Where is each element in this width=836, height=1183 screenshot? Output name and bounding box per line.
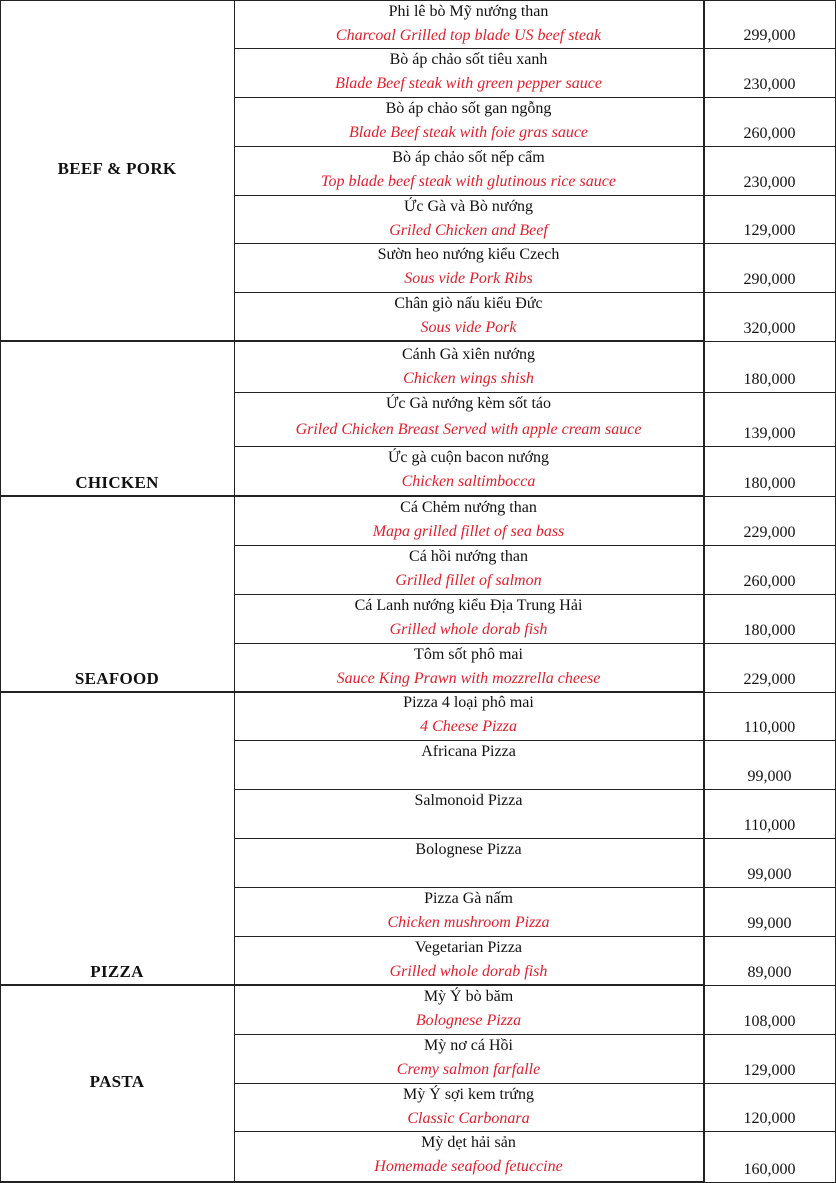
row-divider: [234, 243, 703, 244]
item-price: 99,000: [747, 866, 792, 883]
row-divider: [234, 1034, 703, 1035]
item-name-vn: Tôm sốt phô mai: [414, 646, 523, 663]
category-label: PASTA: [89, 1071, 145, 1091]
price-divider: [703, 692, 836, 693]
row-divider: [234, 545, 703, 546]
item-price: 180,000: [743, 622, 796, 639]
item-name-vn: Bò áp chảo sốt gan ngỗng: [385, 100, 552, 117]
price-divider: [703, 392, 836, 393]
item-price: 320,000: [743, 320, 796, 337]
item-price: 229,000: [743, 671, 796, 688]
category-label: PIZZA: [90, 962, 144, 981]
row-divider: [234, 195, 703, 196]
item-name-vn: Mỳ Ý sợi kem trứng: [403, 1086, 534, 1103]
item-name-en: Homemade seafood fetuccine: [374, 1158, 563, 1175]
top-border-price: [703, 0, 836, 1]
item-price: 120,000: [743, 1110, 796, 1127]
item-name-vn: Cánh Gà xiên nướng: [401, 346, 536, 363]
item-name-vn: Phi lê bò Mỹ nướng than: [388, 3, 549, 20]
item-price: 110,000: [743, 817, 796, 834]
item-name-vn: Bò áp chảo sốt nếp cẩm: [392, 149, 545, 166]
item-name-vn: Cá hồi nướng than: [409, 548, 528, 565]
price-divider: [703, 97, 836, 98]
row-divider: [234, 838, 703, 839]
item-name-en: Blade Beef steak with foie gras sauce: [348, 124, 589, 141]
item-name-vn: Pizza 4 loại phô mai: [403, 694, 534, 711]
price-divider: [703, 545, 836, 546]
top-border: [0, 0, 703, 1]
category-label: CHICKEN: [75, 473, 159, 492]
item-price: 110,000: [743, 719, 796, 736]
item-price: 129,000: [743, 1062, 796, 1079]
item-name-vn: Africana Pizza: [421, 743, 516, 760]
item-name-en: Charcoal Grilled top blade US beef steak: [335, 27, 602, 44]
row-divider: [234, 292, 703, 293]
row-divider: [234, 392, 703, 393]
price-divider: [703, 887, 836, 888]
item-name-vn: Pizza Gà nấm: [424, 890, 513, 907]
category-divider: [0, 495, 703, 497]
price-divider: [703, 936, 836, 937]
price-divider: [703, 594, 836, 595]
item-price: 260,000: [743, 125, 796, 142]
item-price: 129,000: [743, 222, 796, 239]
item-name-en: Blade Beef steak with green pepper sauce: [335, 75, 602, 92]
item-name-vn: Cá Lanh nướng kiểu Địa Trung Hải: [354, 597, 583, 614]
item-name-vn: Bolognese Pizza: [415, 841, 522, 858]
row-divider: [234, 740, 703, 741]
item-price: 230,000: [743, 76, 796, 93]
item-name-en: Chicken mushroom Pizza: [387, 914, 550, 931]
price-divider: [703, 985, 836, 986]
item-name-vn: Vegetarian Pizza: [414, 939, 523, 956]
item-price: 139,000: [743, 425, 796, 442]
price-divider: [703, 740, 836, 741]
item-price: 180,000: [743, 371, 796, 388]
item-name-en: Mapa grilled fillet of sea bass: [372, 523, 565, 540]
price-divider: [703, 195, 836, 196]
item-price: 229,000: [743, 524, 796, 541]
item-name-vn: Cá Chẻm nướng than: [400, 499, 537, 516]
item-price: 108,000: [743, 1013, 796, 1030]
row-divider: [234, 594, 703, 595]
item-name-en: Griled Chicken and Beef: [389, 222, 548, 239]
item-name-vn: Ức gà cuộn bacon nướng: [387, 449, 550, 466]
item-price: 299,000: [743, 27, 796, 44]
item-name-en: Chicken saltimbocca: [401, 473, 536, 490]
item-name-vn: Mỳ Ý bò băm: [423, 988, 514, 1005]
item-name-en: Sauce King Prawn with mozzrella cheese: [336, 670, 601, 687]
price-divider: [703, 446, 836, 447]
item-name-vn: Ức Gà nướng kèm sốt táo: [385, 395, 552, 412]
item-name-en: Classic Carbonara: [407, 1110, 530, 1127]
row-divider: [234, 936, 703, 937]
item-name-en: 4 Cheese Pizza: [420, 718, 517, 735]
item-name-en: Grilled whole dorab fish: [389, 963, 548, 980]
price-divider: [703, 643, 836, 644]
item-name-vn: Chân giò nấu kiểu Đức: [394, 295, 543, 312]
item-price: 230,000: [743, 174, 796, 191]
category-divider: [0, 984, 703, 986]
item-price: 99,000: [747, 915, 792, 932]
item-name-en: Sous vide Pork Ribs: [404, 270, 533, 287]
category-divider: [0, 691, 703, 693]
item-name-vn: Bò áp chảo sốt tiêu xanh: [389, 51, 548, 68]
item-name-en: Cremy salmon farfalle: [396, 1061, 541, 1078]
item-price: 99,000: [747, 768, 792, 785]
category-label: SEAFOOD: [74, 669, 160, 688]
price-divider: [703, 48, 836, 49]
item-name-en: Grilled whole dorab fish: [389, 621, 548, 638]
category-label: BEEF & PORK: [57, 158, 177, 178]
row-divider: [234, 1083, 703, 1084]
row-divider: [234, 48, 703, 49]
price-divider: [703, 292, 836, 293]
price-divider: [703, 341, 836, 342]
item-price: 260,000: [743, 573, 796, 590]
price-divider: [703, 789, 836, 790]
item-price: 160,000: [743, 1161, 796, 1178]
item-name-vn: Ức Gà và Bò nướng: [403, 198, 534, 215]
row-divider: [234, 1131, 703, 1132]
price-divider: [703, 243, 836, 244]
item-name-en: Bolognese Pizza: [415, 1012, 522, 1029]
item-price: 290,000: [743, 271, 796, 288]
item-name-en: Sous vide Pork: [420, 319, 517, 336]
item-name-en: Top blade beef steak with glutinous rice sauce: [321, 173, 616, 190]
row-divider: [234, 446, 703, 447]
item-name-en: Grilled fillet of salmon: [395, 572, 542, 589]
item-price: 89,000: [747, 964, 792, 981]
price-divider: [703, 146, 836, 147]
item-name-vn: Salmonoid Pizza: [414, 792, 523, 809]
category-divider: [0, 340, 703, 342]
row-divider: [234, 146, 703, 147]
item-price: 180,000: [743, 475, 796, 492]
price-divider: [703, 1131, 836, 1132]
price-divider: [703, 496, 836, 497]
price-divider: [703, 1083, 836, 1084]
row-divider: [234, 97, 703, 98]
item-name-vn: Mỳ dẹt hải sản: [421, 1134, 516, 1151]
row-divider: [234, 789, 703, 790]
row-divider: [234, 643, 703, 644]
price-divider: [703, 1034, 836, 1035]
item-name-vn: Sườn heo nướng kiểu Czech: [377, 246, 560, 263]
price-divider: [703, 838, 836, 839]
item-name-en: Chicken wings shish: [403, 370, 534, 387]
item-name-vn: Mỳ nơ cá Hồi: [424, 1037, 513, 1054]
item-name-en: Griled Chicken Breast Served with apple cream sauce: [295, 421, 642, 438]
row-divider: [234, 887, 703, 888]
